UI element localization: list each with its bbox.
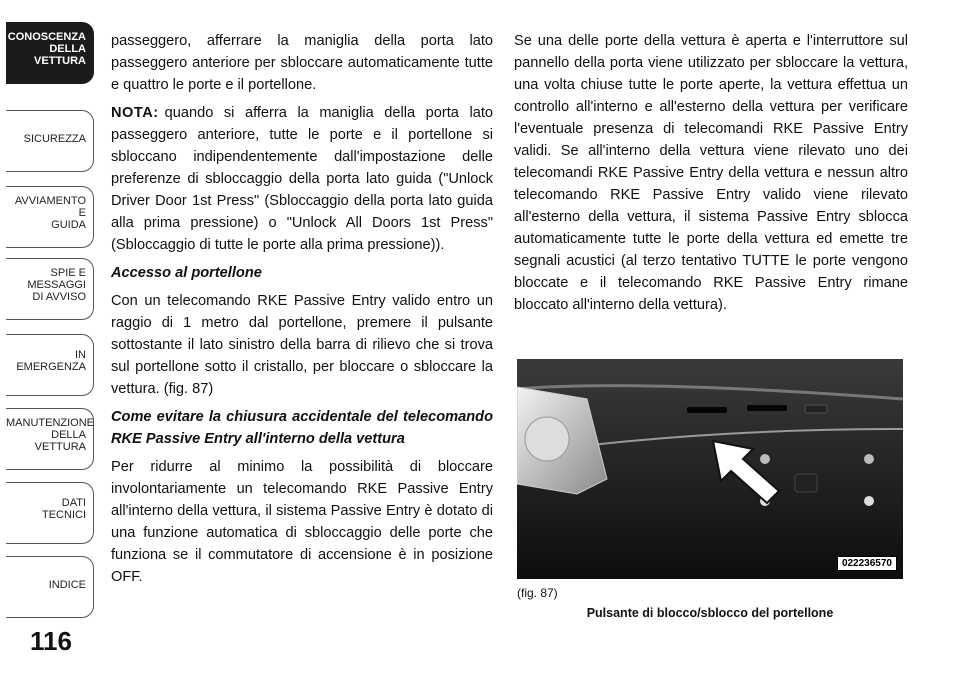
tab-label-line: E [78, 207, 86, 219]
tab-avviamento-e-guida[interactable] [6, 186, 94, 248]
tab-label-line: CONOSCENZA [7, 31, 86, 43]
tab-label-line: VETTURA [34, 441, 86, 453]
tab-conoscenza-della-vettura[interactable] [6, 22, 94, 84]
note-label: NOTA: [111, 105, 159, 121]
tab-label-line: AVVIAMENTO [14, 195, 86, 207]
tailgate-illustration [517, 359, 903, 579]
paragraph: passeggero, afferrare la maniglia della porta lato passeggero anteriore per sbloccare automaticamente tutte e quattro le porte e il portellone. [111, 33, 493, 93]
section-heading: Come evitare la chiusura accidentale del telecomando RKE Passive Entry all'interno della vettura [111, 409, 493, 447]
tab-in-emergenza[interactable] [6, 334, 94, 396]
paragraph: Per ridurre al minimo la possibilità di bloccare involontariamente un telecomando RKE Passive Entry all'interno della vettura, il sistema Passive Entry è dotato di una funzione automatica di sbloccaggio delle porte che funziona se il commutatore di accensione è in posizione OFF. [111, 459, 493, 585]
tab-sicurezza[interactable] [6, 110, 94, 172]
tab-label-line: DELLA [51, 429, 86, 441]
tab-label-line: TECNICI [42, 509, 86, 521]
tab-label-line: GUIDA [51, 219, 86, 231]
tab-indice[interactable] [6, 556, 94, 618]
tab-manutenzione-della-vettura[interactable] [6, 408, 94, 470]
tab-label-line: DI AVVISO [32, 291, 86, 303]
tab-spie-e-messaggi[interactable] [6, 258, 94, 320]
page-number: 116 [30, 626, 72, 656]
tab-dati-tecnici[interactable] [6, 482, 94, 544]
tab-label-line: INDICE [48, 579, 86, 591]
tab-label-line: EMERGENZA [16, 361, 86, 373]
right-text-column [514, 30, 908, 322]
tab-label-line: SICUREZZA [23, 133, 86, 145]
paragraph: Se una delle porte della vettura è aperta e l'interruttore sul pannello della porta viene utilizzato per sbloccare la vettura, una volta chiuse tutte le porte aperte, la vettura effettua un controllo all'interno e all'esterno della vettura per verificare l'eventuale presenza di telecomandi RKE Passive Entry validi. Se all'interno della vettura viene rilevato uno dei telecomandi RKE Passive Entry della vettura e nessun altro telecomando RKE Passive Entry valido viene rilevato all'esterno della vettura, il sistema Passive Entry sblocca automaticamente tutte le porte della vettura ed emette tre segnali acustici (al terzo tentativo TUTTE le porte vengono bloccate e il telecomando RKE Passive Entry rimane bloccato all'interno della vettura). [514, 33, 908, 313]
tab-label-line: MANUTENZIONE [6, 417, 94, 429]
tab-label-line: DELLA [49, 43, 86, 55]
tailgate-photo [517, 359, 903, 579]
note-text: quando si afferra la maniglia della porta lato passeggero anteriore, tutte le porte e il portellone si sbloccano indipendentemente dall'impostazione delle preferenze di sbloccaggio della porta lato guida ("Unlock Driver Door 1st Press" (Sbloccaggio della porta lato guida alla prima pressione) o "Unlock All Doors 1st Press" (Sbloccaggio di tutte le porte alla prima pressione)). [111, 105, 493, 253]
tab-label-line: VETTURA [34, 55, 86, 67]
section-heading: Accesso al portellone [111, 265, 262, 281]
tab-label-line: DATI [61, 497, 86, 509]
tab-label-line: MESSAGGI [27, 279, 86, 291]
tab-label-line: IN [75, 349, 86, 361]
left-text-column [111, 30, 493, 594]
figure-code: 022236570 [837, 556, 897, 571]
note-paragraph [111, 102, 493, 256]
tab-label-line: SPIE E [50, 267, 86, 279]
figure-reference: (fig. 87) [517, 586, 558, 600]
paragraph: Con un telecomando RKE Passive Entry valido entro un raggio di 1 metro dal portellone, premere il pulsante sottostante il lato sinistro della barra di rilievo che si trova sul portellone sotto il cristallo, per bloccare o sbloccare la vettura. (fig. 87) [111, 293, 493, 397]
figure-caption: Pulsante di blocco/sblocco del portellone [586, 606, 834, 620]
